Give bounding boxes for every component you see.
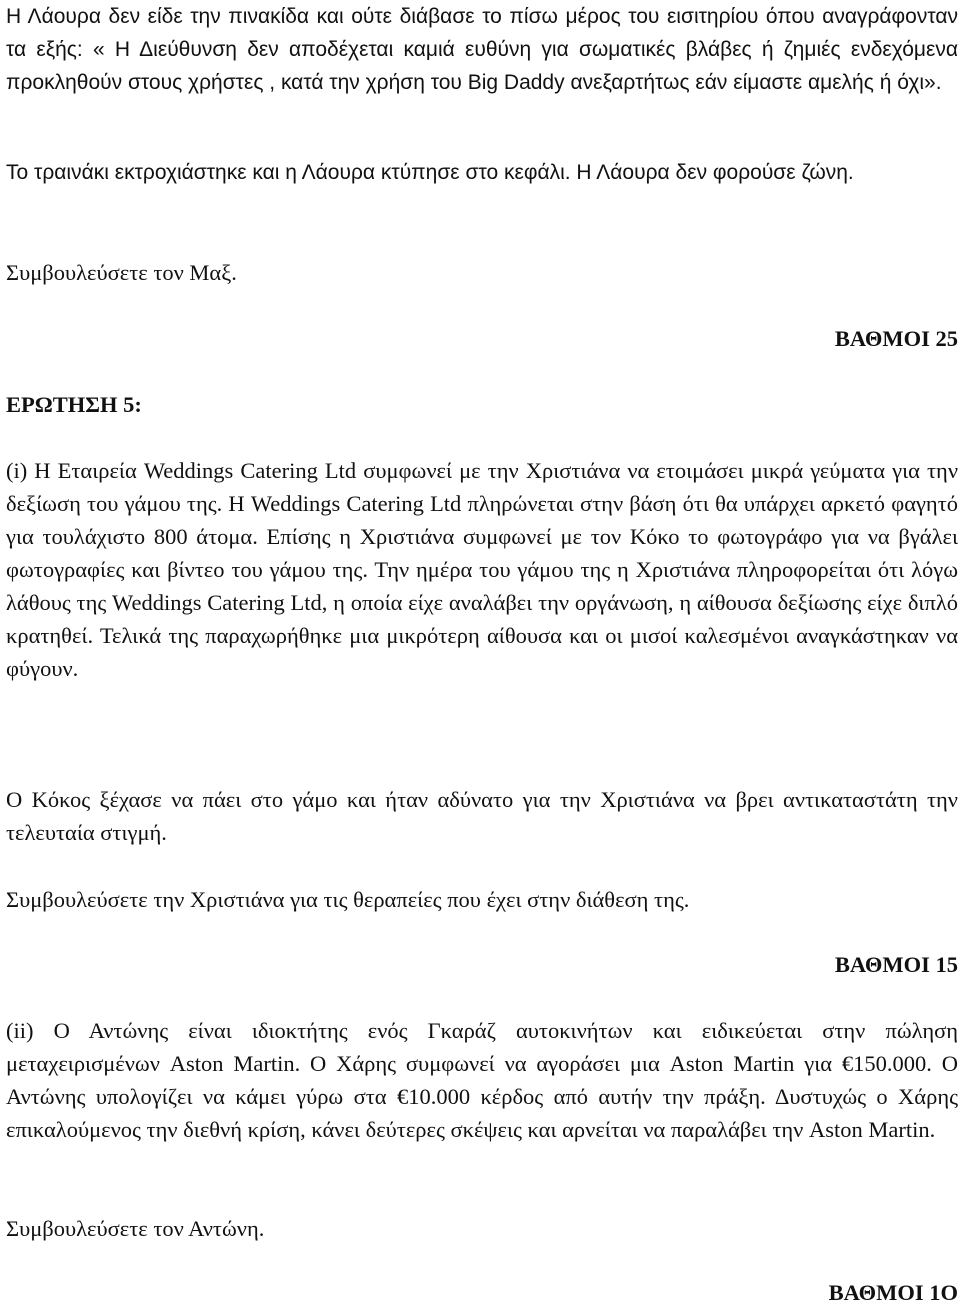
derailment-paragraph: Το τραινάκι εκτροχιάστηκε και η Λάουρα κτύπησε στο κεφάλι. Η Λάουρα δεν φορούσε ζώνη. <box>6 161 854 184</box>
question5-part-ii-text: (ii) Ο Αντώνης είναι ιδιοκτήτης ενός Γκαράζ αυτοκινήτων και ειδικεύεται στην πώληση μεταχειρισμένων Aston Martin. Ο Χάρης συμφωνεί να αγοράσει μια Aston Martin για €150.000. Ο Αντώνης υπολογίζει να κάμει γύρω στα €10.000 κέρδος από αυτήν την πράξη. Δυστυχώς ο Χάρης επικαλούμενος την διεθνή κρίση, κάνει δεύτερες σκέψεις και αρνείται να παραλάβει την Aston Martin. <box>6 1018 958 1142</box>
question5-heading: ΕΡΩΤΗΣΗ 5: <box>6 392 142 417</box>
question5-part-i-text: (i) Η Εταιρεία Weddings Catering Ltd συμφωνεί με την Χριστιάνα να ετοιμάσει μικρά γεύματα για την δεξίωση του γάμου της. Η Weddings Catering Ltd πληρώνεται στην βάση ότι θα υπάρχει αρκετό φαγητό για τουλάχιστο 800 άτομα. Επίσης η Χριστιάνα συμφωνεί με τον Κόκο το φωτογράφο για να βγάλει φωτογραφίες και βίντεο του γάμου της. Την ημέρα του γάμου της η Χριστιάνα πληροφορείται ότι λόγω λάθους της Weddings Catering Ltd, η οποία είχε αναλάβει την οργάνωση, η αίθουσα δεξίωσης είχε διπλό κρατηθεί. Τελικά της παραχωρήθηκε μια μικρότερη αίθουσα και οι μισοί καλεσμένοι αναγκάστηκαν να φύγουν. <box>6 458 958 681</box>
question5-part-ii-marks: ΒΑΘΜΟΙ 1Ο <box>828 1280 958 1305</box>
intro-paragraph: Η Λάουρα δεν είδε την πινακίδα και ούτε διάβασε το πίσω μέρος του εισιτηρίου όπου αναγράφονταν τα εξής: « Η Διεύθυνση δεν αποδέχεται καμιά ευθύνη για σωματικές βλάβες ή ζημιές ενδεχόμενα προκληθούν στους χρήστες , κατά την χρήση του Big Daddy ανεξαρτήτως εάν είμαστε αμελής ή όχι». <box>6 5 958 94</box>
question5-part-ii-advise: Συμβουλεύσετε τον Αντώνη. <box>6 1216 265 1241</box>
question5-marks: ΒΑΘΜΟΙ 25 <box>834 326 958 351</box>
question5-part-i-text2: Ο Κόκος ξέχασε να πάει στο γάμο και ήταν αδύνατο για την Χριστιάνα να βρει αντικαταστάτη την τελευταία στιγμή. <box>6 787 958 845</box>
question5-part-i-advise: Συμβουλεύσετε την Χριστιάνα για τις θεραπείες που έχει στην διάθεση της. <box>6 887 690 912</box>
advise-max-line: Συμβουλεύσετε τον Μαξ. <box>6 260 237 285</box>
question5-part-i-marks: ΒΑΘΜΟΙ 15 <box>834 952 958 977</box>
